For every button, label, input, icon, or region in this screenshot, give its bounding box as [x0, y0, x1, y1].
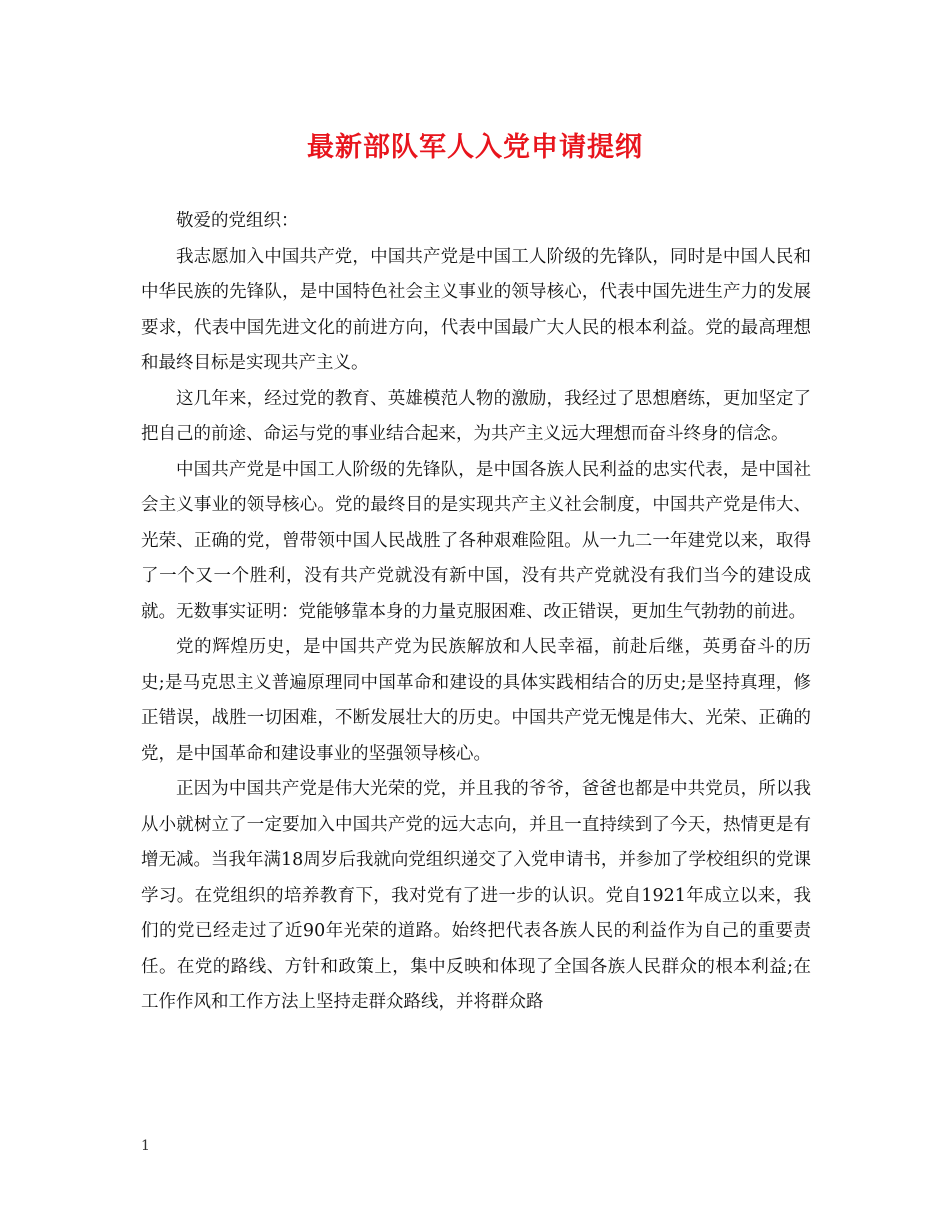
paragraph: 党的辉煌历史，是中国共产党为民族解放和人民幸福，前赴后继，英勇奋斗的历史;是马克思主义普遍原理同中国革命和建设的具体实践相结合的历史;是坚持真理，修正错误，战胜一切困难，不断发展壮大的历史。中国共产党无愧是伟大、光荣、正确的党，是中国革命和建设事业的坚强领导核心。 — [141, 637, 811, 764]
page-title: 最新部队军人入党申请提纲 — [307, 132, 643, 163]
paragraph: 正因为中国共产党是伟大光荣的党，并且我的爷爷，爸爸也都是中共党员，所以我从小就树立了一定要加入中国共产党的远大志向，并且一直持续到了今天，热情更是有增无减。当我年满18周岁后我就向党组织递交了入党申请书，并参加了学校组织的党课学习。在党组织的培养教育下，我对党有了进一步的认识。党自1921年成立以来，我们的党已经走过了近90年光荣的道路。始终把代表各族人民的利益作为自己的重要责任。在党的路线、方针和政策上，集中反映和体现了全国各族人民群众的根本利益;在工作作风和工作方法上坚持走群众路线，并将群众路 — [141, 779, 811, 1012]
paragraph: 这几年来，经过党的教育、英雄模范人物的激励，我经过了思想磨练，更加坚定了把自己的前途、命运与党的事业结合起来，为共产主义远大理想而奋斗终身的信念。 — [141, 388, 811, 444]
paragraph: 中国共产党是中国工人阶级的先锋队，是中国各族人民利益的忠实代表，是中国社会主义事业的领导核心。党的最终目的是实现共产主义社会制度，中国共产党是伟大、光荣、正确的党，曾带领中国人民战胜了各种艰难险阻。从一九二一年建党以来，取得了一个又一个胜利，没有共产党就没有新中国，没有共产党就没有我们当今的建设成就。无数事实证明：党能够靠本身的力量克服困难、改正错误，更加生气勃勃的前进。 — [141, 459, 811, 622]
salutation: 敬爱的党组织： — [176, 211, 299, 231]
paragraph: 我志愿加入中国共产党，中国共产党是中国工人阶级的先锋队，同时是中国人民和中华民族的先锋队，是中国特色社会主义事业的领导核心，代表中国先进生产力的发展要求，代表中国先进文化的前进方向，代表中国最广大人民的根本利益。党的最高理想和最终目标是实现共产主义。 — [141, 246, 811, 373]
document-body — [141, 204, 811, 1021]
page-number: 1 — [141, 1138, 150, 1154]
